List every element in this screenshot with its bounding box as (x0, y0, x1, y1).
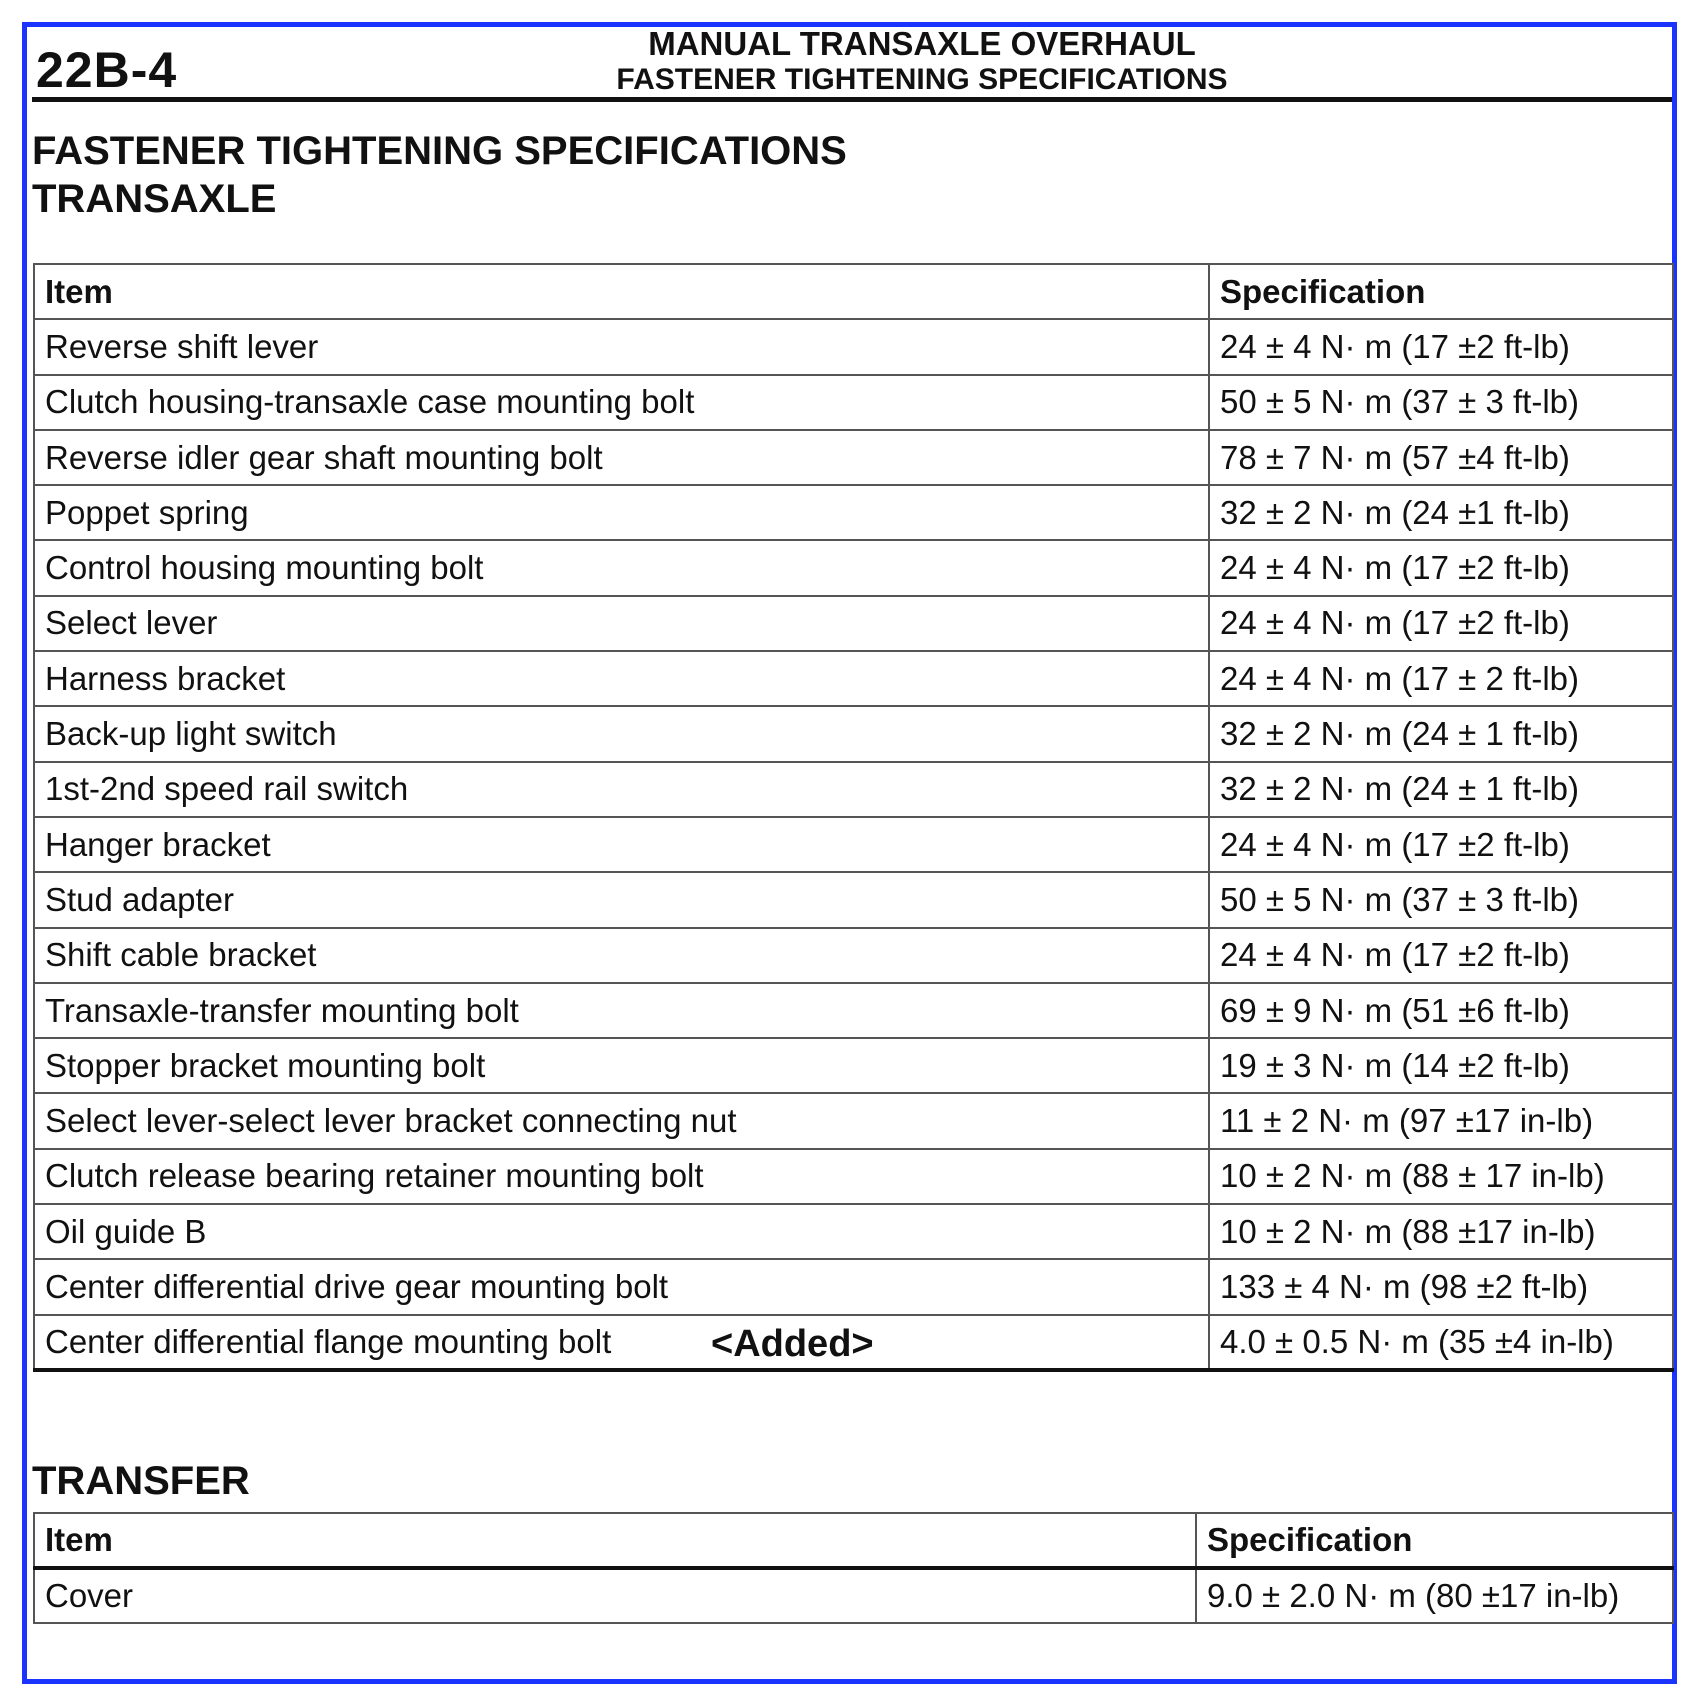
table-row (34, 706, 1673, 761)
spec-cell: 4.0 ± 0.5 N· m (35 ±4 in-lb) (1209, 1315, 1673, 1370)
spec-cell: 24 ± 4 N· m (17 ±2 ft-lb) (1209, 319, 1673, 374)
table-row (34, 1038, 1673, 1093)
spec-cell: 24 ± 4 N· m (17 ±2 ft-lb) (1209, 596, 1673, 651)
spec-cell: 32 ± 2 N· m (24 ±1 ft-lb) (1209, 485, 1673, 540)
table-row (34, 485, 1673, 540)
column-header-item: Item (34, 1513, 1196, 1568)
item-cell: Hanger bracket (34, 817, 1209, 872)
table-row (34, 319, 1673, 374)
item-cell (34, 1315, 1209, 1370)
table-row (34, 928, 1673, 983)
transfer-spec-table (33, 1512, 1674, 1624)
item-cell: Select lever-select lever bracket connecting nut (34, 1093, 1209, 1148)
item-cell: Clutch housing-transaxle case mounting bolt (34, 375, 1209, 430)
item-cell: Harness bracket (34, 651, 1209, 706)
added-note: <Added> (711, 1322, 874, 1365)
column-header-item: Item (34, 264, 1209, 319)
item-cell: Poppet spring (34, 485, 1209, 540)
spec-cell: 24 ± 4 N· m (17 ±2 ft-lb) (1209, 817, 1673, 872)
spec-cell: 50 ± 5 N· m (37 ± 3 ft-lb) (1209, 872, 1673, 927)
table-row (34, 1093, 1673, 1148)
table-row (34, 1568, 1673, 1623)
item-cell: Select lever (34, 596, 1209, 651)
item-cell: Stopper bracket mounting bolt (34, 1038, 1209, 1093)
item-cell: Oil guide B (34, 1204, 1209, 1259)
spec-cell: 24 ± 4 N· m (17 ± 2 ft-lb) (1209, 651, 1673, 706)
spec-cell: 32 ± 2 N· m (24 ± 1 ft-lb) (1209, 706, 1673, 761)
item-cell: Center differential drive gear mounting bolt (34, 1259, 1209, 1314)
table-row (34, 540, 1673, 595)
section-title: FASTENER TIGHTENING SPECIFICATIONS (32, 129, 847, 173)
table-row (34, 762, 1673, 817)
table-row (34, 1315, 1673, 1370)
spec-cell: 133 ± 4 N· m (98 ±2 ft-lb) (1209, 1259, 1673, 1314)
item-cell: Stud adapter (34, 872, 1209, 927)
spec-cell: 11 ± 2 N· m (97 ±17 in-lb) (1209, 1093, 1673, 1148)
column-header-specification: Specification (1196, 1513, 1673, 1568)
header-subtitle: FASTENER TIGHTENING SPECIFICATIONS (616, 63, 1228, 96)
spec-cell: 9.0 ± 2.0 N· m (80 ±17 in-lb) (1196, 1568, 1673, 1623)
table-header-row (34, 1513, 1673, 1568)
spec-cell: 50 ± 5 N· m (37 ± 3 ft-lb) (1209, 375, 1673, 430)
transaxle-title: TRANSAXLE (32, 177, 277, 221)
table-row (34, 817, 1673, 872)
table-row (34, 1204, 1673, 1259)
item-cell: Back-up light switch (34, 706, 1209, 761)
table-header-row (34, 264, 1673, 319)
table-row (34, 983, 1673, 1038)
item-cell: Transaxle-transfer mounting bolt (34, 983, 1209, 1038)
item-cell: Reverse shift lever (34, 319, 1209, 374)
column-header-specification: Specification (1209, 264, 1673, 319)
table-row (34, 375, 1673, 430)
spec-cell: 69 ± 9 N· m (51 ±6 ft-lb) (1209, 983, 1673, 1038)
header-titles (432, 27, 1412, 99)
page-header (32, 27, 1672, 102)
page-number: 22B-4 (36, 42, 178, 98)
table-row (34, 1149, 1673, 1204)
spec-cell: 19 ± 3 N· m (14 ±2 ft-lb) (1209, 1038, 1673, 1093)
item-cell: Clutch release bearing retainer mounting bolt (34, 1149, 1209, 1204)
transaxle-spec-table (33, 263, 1674, 1372)
item-cell: Control housing mounting bolt (34, 540, 1209, 595)
spec-cell: 10 ± 2 N· m (88 ±17 in-lb) (1209, 1204, 1673, 1259)
table-row (34, 430, 1673, 485)
spec-cell: 32 ± 2 N· m (24 ± 1 ft-lb) (1209, 762, 1673, 817)
spec-cell: 24 ± 4 N· m (17 ±2 ft-lb) (1209, 540, 1673, 595)
transfer-title: TRANSFER (32, 1459, 250, 1503)
spec-cell: 78 ± 7 N· m (57 ±4 ft-lb) (1209, 430, 1673, 485)
item-cell: Reverse idler gear shaft mounting bolt (34, 430, 1209, 485)
item-cell: 1st-2nd speed rail switch (34, 762, 1209, 817)
spec-cell: 24 ± 4 N· m (17 ±2 ft-lb) (1209, 928, 1673, 983)
spec-cell: 10 ± 2 N· m (88 ± 17 in-lb) (1209, 1149, 1673, 1204)
item-label: Center differential flange mounting bolt (45, 1322, 612, 1360)
table-row (34, 596, 1673, 651)
item-cell: Cover (34, 1568, 1196, 1623)
table-row (34, 1259, 1673, 1314)
item-cell: Shift cable bracket (34, 928, 1209, 983)
header-title: MANUAL TRANSAXLE OVERHAUL (648, 25, 1196, 62)
table-row (34, 651, 1673, 706)
page-frame (22, 22, 1677, 1684)
table-row (34, 872, 1673, 927)
